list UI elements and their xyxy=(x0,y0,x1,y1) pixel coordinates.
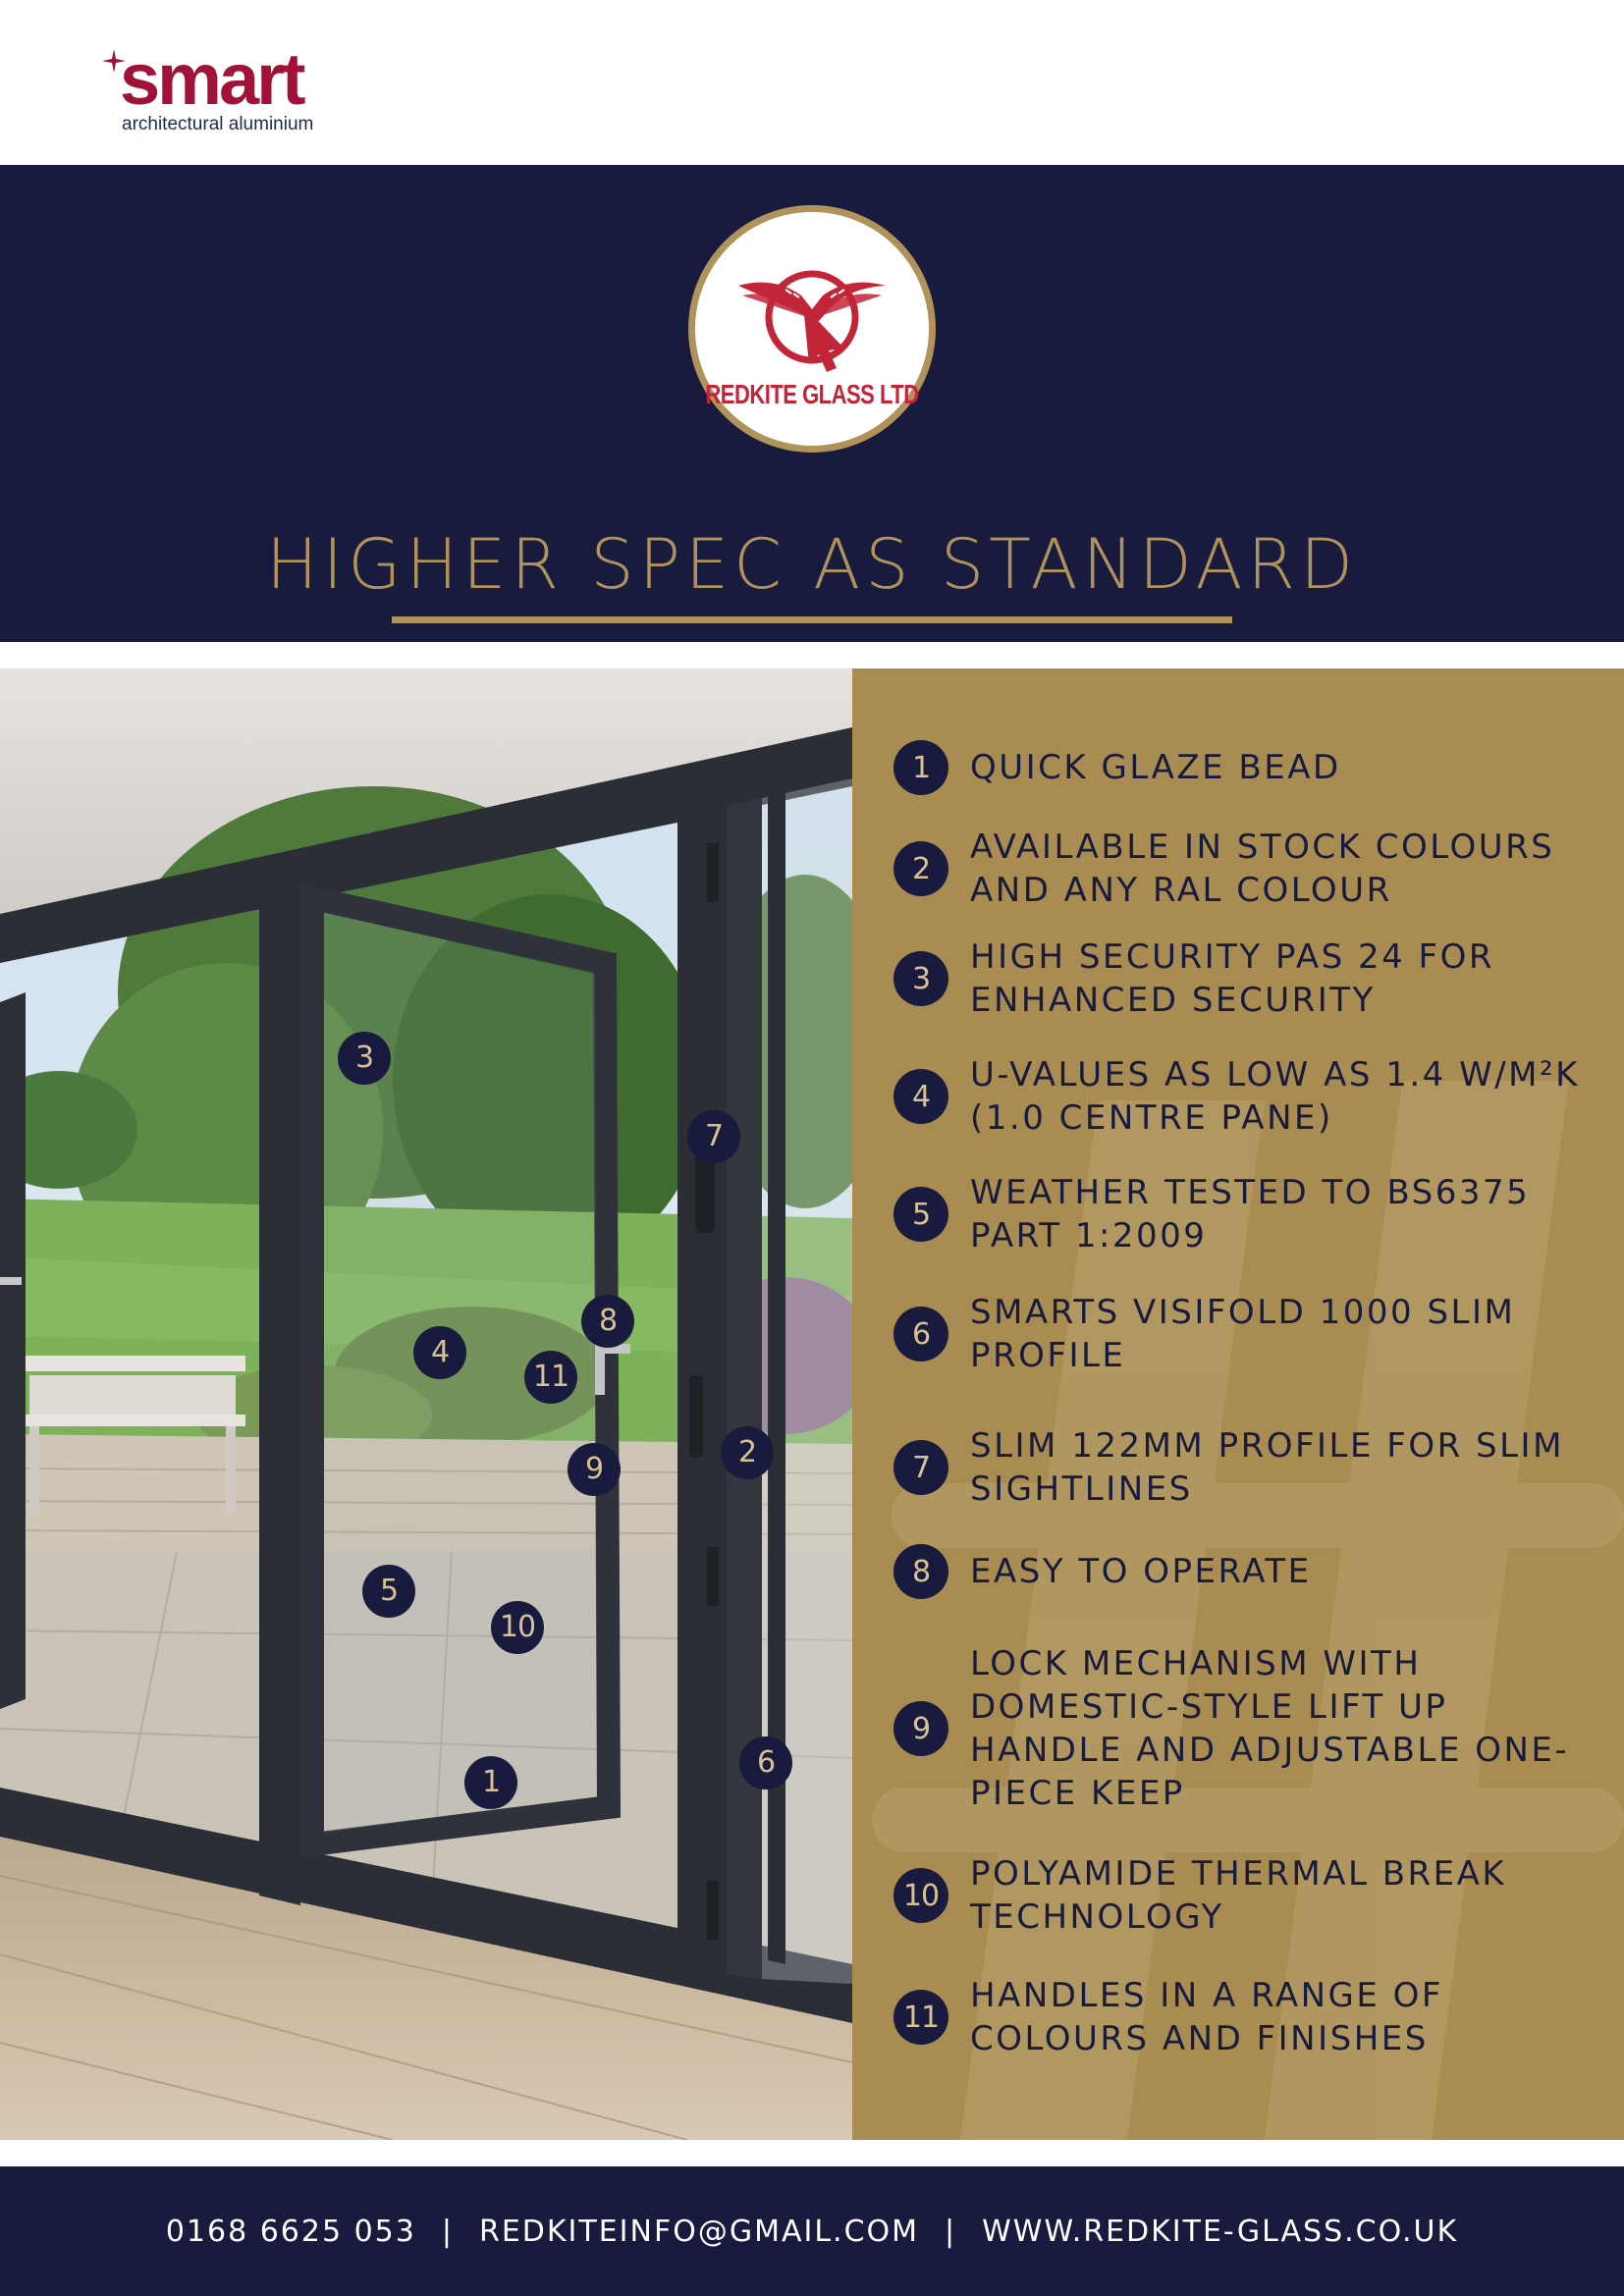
photo-marker: 1 xyxy=(464,1756,517,1809)
feature-item xyxy=(893,1424,1581,1511)
feature-text: HANDLES IN A RANGE OF COLOURS AND FINISHES xyxy=(970,1976,1443,2058)
feature-number: 8 xyxy=(893,1544,948,1599)
features-panel xyxy=(852,668,1624,2140)
title-divider xyxy=(392,616,1232,623)
feature-item xyxy=(893,1053,1581,1140)
feature-item xyxy=(893,740,1581,795)
bifold-door-photo xyxy=(0,668,852,2140)
photo-marker: 2 xyxy=(721,1426,774,1479)
website-link[interactable]: WWW.REDKITE-GLASS.CO.UK xyxy=(982,2214,1459,2249)
feature-number: 5 xyxy=(893,1187,948,1242)
feature-item xyxy=(893,1852,1581,1939)
feature-number: 9 xyxy=(893,1701,948,1756)
feature-item xyxy=(893,935,1581,1022)
page-title: HIGHER SPEC AS STANDARD xyxy=(266,524,1358,605)
feature-number: 10 xyxy=(893,1868,948,1923)
smart-logo xyxy=(102,38,338,143)
feature-number: 3 xyxy=(893,951,948,1006)
contact-footer xyxy=(0,2166,1624,2296)
feature-item xyxy=(893,1544,1581,1599)
feature-item xyxy=(893,1171,1581,1257)
badge-company-name: REDKITE GLASS LTD xyxy=(705,378,919,409)
feature-text: HIGH SECURITY PAS 24 FOR ENHANCED SECURITY xyxy=(970,937,1494,1020)
feature-text: SMARTS VISIFOLD 1000 SLIM PROFILE xyxy=(970,1293,1516,1375)
smart-tagline: architectural aluminium xyxy=(122,114,314,134)
footer-separator: | xyxy=(945,2214,957,2249)
redkite-badge xyxy=(688,205,936,453)
feature-number: 4 xyxy=(893,1069,948,1124)
feature-item xyxy=(893,1291,1581,1377)
photo-marker: 10 xyxy=(491,1601,544,1654)
feature-text: POLYAMIDE THERMAL BREAK TECHNOLOGY xyxy=(970,1854,1507,1937)
feature-text: WEATHER TESTED TO BS6375 PART 1:2009 xyxy=(970,1173,1531,1255)
photo-marker: 11 xyxy=(524,1351,577,1404)
feature-number: 7 xyxy=(893,1440,948,1495)
feature-text: LOCK MECHANISM WITH DOMESTIC-STYLE LIFT UP HANDLE AND ADJUSTABLE ONE-PIECE KEEP xyxy=(970,1644,1570,1813)
photo-marker: 9 xyxy=(568,1443,621,1496)
feature-text: EASY TO OPERATE xyxy=(970,1552,1312,1591)
feature-text: U-VALUES AS LOW AS 1.4 W/M²K (1.0 CENTRE PANE) xyxy=(970,1055,1580,1138)
feature-number: 2 xyxy=(893,841,948,896)
photo-marker: 6 xyxy=(739,1736,792,1789)
photo-marker: 3 xyxy=(338,1032,391,1085)
feature-number: 1 xyxy=(893,740,948,795)
feature-text: QUICK GLAZE BEAD xyxy=(970,748,1341,787)
feature-item xyxy=(893,826,1581,912)
photo-marker: 8 xyxy=(581,1295,634,1348)
kite-bird-icon xyxy=(734,266,890,374)
feature-number: 11 xyxy=(893,1990,948,2045)
feature-text: SLIM 122MM PROFILE FOR SLIM SIGHTLINES xyxy=(970,1426,1564,1509)
feature-number: 6 xyxy=(893,1307,948,1362)
feature-item xyxy=(893,1974,1581,2060)
smart-wordmark: smart xyxy=(120,38,303,120)
footer-separator: | xyxy=(441,2214,454,2249)
feature-item xyxy=(893,1642,1581,1815)
photo-marker: 7 xyxy=(687,1110,740,1163)
door-scene-illustration xyxy=(0,668,852,2140)
photo-marker: 4 xyxy=(413,1326,466,1379)
photo-marker: 5 xyxy=(362,1565,415,1618)
top-band xyxy=(0,0,1624,165)
phone-number: 0168 6625 053 xyxy=(165,2214,416,2249)
email-link[interactable]: REDKITEINFO@GMAIL.COM xyxy=(478,2214,920,2249)
feature-text: AVAILABLE IN STOCK COLOURS AND ANY RAL COLOUR xyxy=(970,828,1555,910)
header-banner xyxy=(0,165,1624,642)
